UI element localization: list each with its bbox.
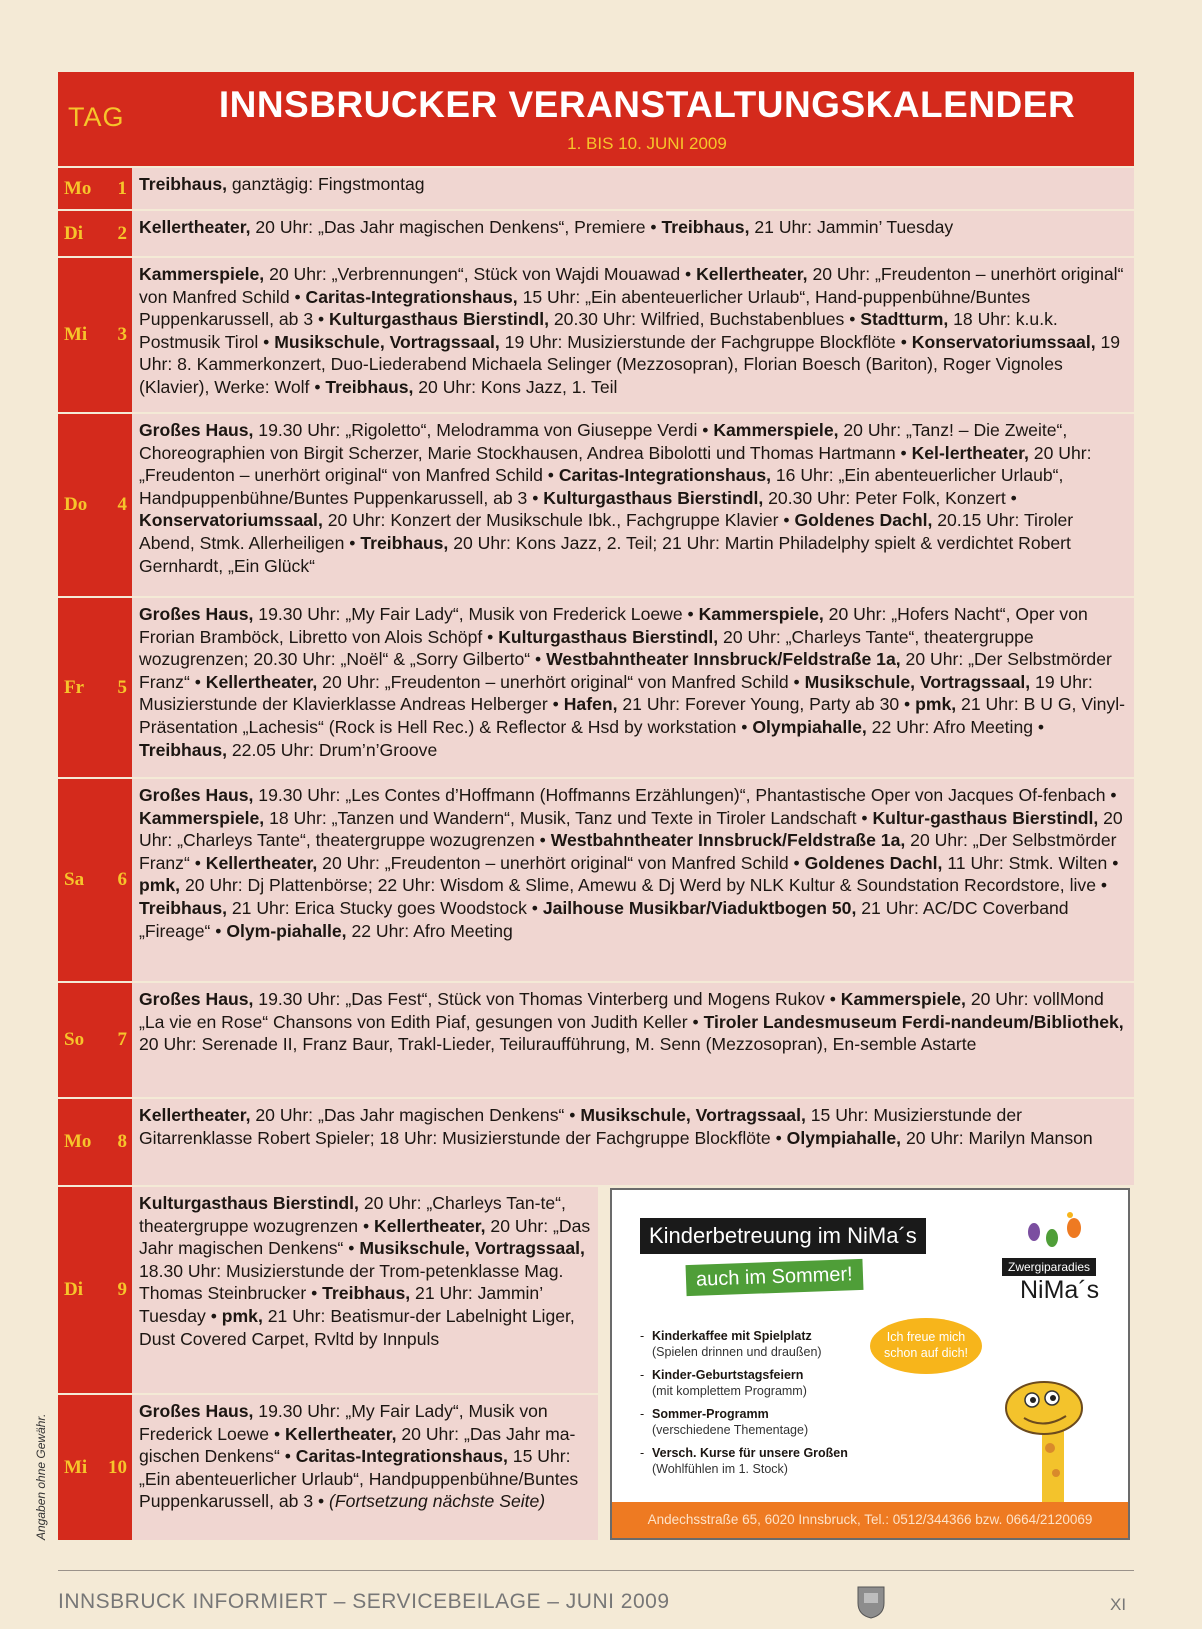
innsbruck-crest-icon: [856, 1585, 886, 1619]
giraffe-head: [1006, 1382, 1082, 1434]
day-events: Großes Haus, 19.30 Uhr: „Das Fest“, Stück von Thomas Vinterberg und Mogens Rukov • Kammerspiele, 20 Uhr: vollMond „La vie en Rose“ Chansons von Edith Piaf, gesungen von Judith Keller • Tiroler Landesmuseum Ferdi-nandeum/Bibliothek, 20 Uhr: Serenade II, Franz Baur, Trakl-Lieder, Teiluraufführung, M. Senn (Mezzosopran), En-semble Astarte: [132, 981, 1134, 1097]
day-name: Mo: [64, 1131, 92, 1152]
day-name: Do: [64, 494, 88, 515]
day-label: [58, 412, 132, 596]
day-events: Großes Haus, 19.30 Uhr: „Les Contes d’Hoffmann (Hoffmanns Erzählungen)“, Phantastische Oper von Jacques Of-fenbach • Kammerspiele, 18 Uhr: „Tanzen und Wandern“, Musik, Tanz und Texte in Tiroler Landschaft • Kultur-gasthaus Bierstindl, 20 Uhr: „Charleys Tante“, theatergruppe wozugrenzen • Westbahntheater Innsbruck/Feldstraße 1a, 20 Uhr: „Der Selbstmörder Franz“ • Kellertheater, 20 Uhr: „Freudenton – unerhört original“ von Manfred Schild • Goldenes Dachl, 11 Uhr: Stmk. Wilten • pmk, 20 Uhr: Dj Plattenbörse; 22 Uhr: Wisdom & Slime, Amewu & Dj Werd by NLK Kultur & Soundstation Recordstore, live • Treibhaus, 21 Uhr: Erica Stucky goes Woodstock • Jailhouse Musikbar/Viaduktbogen 50, 21 Uhr: AC/DC Coverband „Fireage“ • Olym-piahalle, 22 Uhr: Afro Meeting: [132, 777, 1134, 981]
footprints-icon: [1022, 1210, 1092, 1250]
day-name: Di: [64, 1279, 83, 1300]
day-name: Di: [64, 222, 83, 244]
day-number: 2: [117, 222, 127, 244]
offer-title: - Versch. Kurse für unsere Großen: [652, 1446, 848, 1460]
page-number: XI: [1110, 1595, 1127, 1614]
day-number: 7: [117, 1029, 127, 1050]
day-label: [58, 1185, 132, 1393]
tag-column-label: TAG: [68, 102, 125, 132]
day-row: [58, 981, 1134, 1097]
list-item: [640, 1406, 910, 1438]
day-label: [58, 1097, 132, 1185]
giraffe-neck: [1042, 1428, 1064, 1508]
day-row: [58, 596, 1134, 777]
offer-note: (Spielen drinnen und draußen): [652, 1345, 822, 1359]
day-name: Fr: [64, 676, 85, 698]
offer-title: - Kinderkaffee mit Spielplatz: [652, 1329, 812, 1343]
brand-name: NiMa´s: [1020, 1276, 1100, 1304]
day-name: So: [64, 1029, 85, 1050]
day-number: 3: [117, 324, 127, 345]
list-item: [640, 1445, 910, 1477]
day-label: [58, 1393, 132, 1540]
day-name: Mi: [64, 1456, 88, 1478]
day-events: Treibhaus, ganztägig: Fingstmontag: [132, 166, 1134, 209]
ad-contact-footer: Andechsstraße 65, 6020 Innsbruck, Tel.: 0512/344366 bzw. 0664/2120069: [612, 1502, 1128, 1538]
calendar-date-range: 1. BIS 10. JUNI 2009: [567, 134, 727, 153]
footprint-orange: [1067, 1218, 1081, 1238]
calendar-header: [58, 72, 1134, 166]
day-number: 9: [117, 1279, 127, 1300]
day-label: [58, 777, 132, 981]
day-events: Kellertheater, 20 Uhr: „Das Jahr magischen Denkens“, Premiere • Treibhaus, 21 Uhr: Jammin’ Tuesday: [132, 209, 1134, 256]
ad-headline: Kinderbetreuung im NiMa´s: [640, 1218, 926, 1254]
day-name: Mo: [64, 177, 92, 199]
giraffe-pupil: [1050, 1395, 1056, 1401]
ad-offer-list: [640, 1328, 910, 1484]
day-events: Großes Haus, 19.30 Uhr: „My Fair Lady“, Musik von Frederick Loewe • Kammerspiele, 20 Uhr: „Hofers Nacht“, Oper von Frorian Bramböck, Libretto von Alois Schöpf • Kulturgasthaus Bierstindl, 20 Uhr: „Charleys Tante“, theatergruppe wozugrenzen; 20.30 Uhr: „Noël“ & „Sorry Gilberto“ • Westbahntheater Innsbruck/Feldstraße 1a, 20 Uhr: „Der Selbstmörder Franz“ • Kellertheater, 20 Uhr: „Freudenton – unerhört original“ von Manfred Schild • Musikschule, Vortragssaal, 19 Uhr: Musizierstunde der Klavierklasse Andreas Helberger • Hafen, 21 Uhr: Forever Young, Party ab 30 • pmk, 21 Uhr: B U G, Vinyl-Präsentation „Lachesis“ (Rock is Hell Rec.) & Reflector & Hsd by workstation • Olympiahalle, 22 Uhr: Afro Meeting • Treibhaus, 22.05 Uhr: Drum’n’Groove: [132, 596, 1134, 777]
day-row: [58, 412, 1134, 596]
day-number: 6: [117, 869, 127, 890]
day-events: Kulturgasthaus Bierstindl, 20 Uhr: „Charleys Tan-te“, theatergruppe wozugrenzen • Kellertheater, 20 Uhr: „Das Jahr magischen Denkens“ • Musikschule, Vortragssaal, 18.30 Uhr: Musizierstunde der Trom-petenklasse Mag. Thomas Steinbrucker • Treibhaus, 21 Uhr: Jammin’ Tuesday • pmk, 21 Uhr: Beatismur-der Labelnight Liger, Dust Covered Carpet, Rvltd by Innpuls: [132, 1185, 598, 1393]
day-events: Großes Haus, 19.30 Uhr: „Rigoletto“, Melodramma von Giuseppe Verdi • Kammerspiele, 20 Uhr: „Tanz! – Die Zweite“, Choreographien von Birgit Scherzer, Marie Stockhausen, Andrea Bibolotti und Thomas Hartmann • Kel-lertheater, 20 Uhr: „Freudenton – unerhört original“ von Manfred Schild • Caritas-Integrationshaus, 16 Uhr: „Ein abenteuerlicher Urlaub“, Handpuppenbühne/Buntes Puppenkarussell, ab 3 • Kulturgasthaus Bierstindl, 20.30 Uhr: Peter Folk, Konzert • Konservatoriumssaal, 20 Uhr: Konzert der Musikschule Ibk., Fachgruppe Klavier • Goldenes Dachl, 20.15 Uhr: Tiroler Abend, Stmk. Allerheiligen • Treibhaus, 20 Uhr: Kons Jazz, 2. Teil; 21 Uhr: Martin Philadelphy spielt & verdichtet Robert Gernhardt, „Ein Glück“: [132, 412, 1134, 596]
day-name: Sa: [64, 869, 85, 890]
giraffe-spot: [1045, 1443, 1055, 1453]
nimas-advertisement: [610, 1188, 1130, 1540]
offer-title: - Kinder-Geburtstagsfeiern: [652, 1368, 804, 1382]
day-row: [58, 777, 1134, 981]
day-row: [58, 1097, 1134, 1185]
day-events: Großes Haus, 19.30 Uhr: „My Fair Lady“, Musik von Frederick Loewe • Kellertheater, 20 Uhr: „Das Jahr ma-gischen Denkens“ • Caritas-Integrationshaus, 15 Uhr: „Ein abenteuerlicher Urlaub“, Handpuppenbühne/Buntes Puppenkarussell, ab 3 • (Fortsetzung nächste Seite): [132, 1393, 598, 1540]
day-row: [58, 166, 1134, 209]
day-label: [58, 596, 132, 777]
giraffe-icon: [984, 1368, 1124, 1508]
day-number: 5: [117, 676, 127, 698]
day-label: [58, 209, 132, 256]
offer-note: (verschiedene Thementage): [652, 1423, 809, 1437]
footprint-green: [1046, 1229, 1058, 1247]
giraffe-spot: [1052, 1469, 1060, 1477]
day-name: Mi: [64, 324, 88, 345]
day-number: 1: [117, 177, 127, 199]
day-label: [58, 256, 132, 412]
day-number: 10: [108, 1456, 127, 1478]
footer-divider: [58, 1570, 1134, 1571]
day-events: Kammerspiele, 20 Uhr: „Verbrennungen“, Stück von Wajdi Mouawad • Kellertheater, 20 Uhr: „Freudenton – unerhört original“ von Manfred Schild • Caritas-Integrationshaus, 15 Uhr: „Ein abenteuerlicher Urlaub“, Hand-puppenbühne/Buntes Puppenkarussell, ab 3 • Kulturgasthaus Bierstindl, 20.30 Uhr: Wilfried, Buchstabenblues • Stadtturm, 18 Uhr: k.u.k. Postmusik Tirol • Musikschule, Vortragssaal, 19 Uhr: Musizierstunde der Fachgruppe Blockflöte • Konservatoriumssaal, 19 Uhr: 8. Kammerkonzert, Duo-Liederabend Michaela Selinger (Mezzosopran), Florian Boesch (Bariton), Roger Vignoles (Klavier), Werke: Wolf • Treibhaus, 20 Uhr: Kons Jazz, 1. Teil: [132, 256, 1134, 412]
day-row: [58, 256, 1134, 412]
ad-subline: auch im Sommer!: [686, 1259, 864, 1296]
disclaimer-note: Angaben ohne Gewähr.: [34, 1413, 48, 1540]
day-events: Kellertheater, 20 Uhr: „Das Jahr magischen Denkens“ • Musikschule, Vortragssaal, 15 Uhr: Musizierstunde der Gitarrenklasse Robert Spieler; 18 Uhr: Musizierstunde der Fachgruppe Blockflöte • Olympiahalle, 20 Uhr: Marilyn Manson: [132, 1097, 1134, 1185]
speech-bubble: Ich freue mich schon auf dich!: [870, 1318, 982, 1374]
giraffe-pupil: [1030, 1397, 1036, 1403]
offer-note: (mit komplettem Programm): [652, 1384, 807, 1398]
day-label: [58, 166, 132, 209]
footprint-purple: [1028, 1223, 1040, 1241]
offer-title: - Sommer-Programm: [652, 1407, 769, 1421]
footer-publication: INNSBRUCK INFORMIERT – SERVICEBEILAGE – JUNI 2009: [58, 1590, 670, 1613]
day-row: [58, 209, 1134, 256]
day-label: [58, 981, 132, 1097]
day-number: 4: [117, 494, 127, 515]
brand-subtitle: Zwergiparadies: [1002, 1258, 1096, 1276]
day-number: 8: [117, 1131, 127, 1152]
list-item: [640, 1367, 910, 1399]
footprint-yellow: [1067, 1212, 1073, 1218]
offer-note: (Wohlfühlen im 1. Stock): [652, 1462, 788, 1476]
calendar-title: INNSBRUCKER VERANSTALTUNGSKALENDER: [218, 84, 1076, 125]
